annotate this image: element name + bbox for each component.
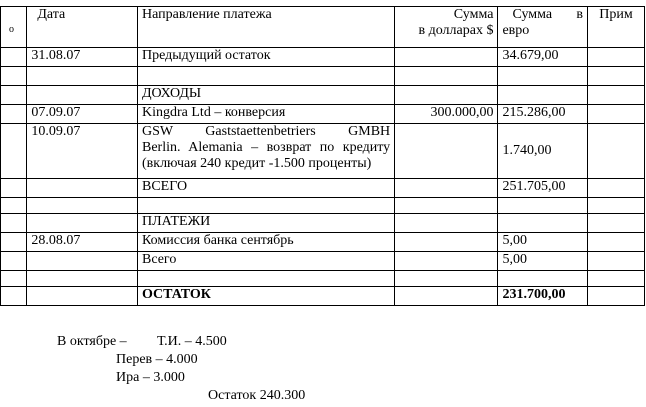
- table-row: [1, 105, 645, 124]
- table-row-empty: [1, 198, 645, 214]
- header-date-label: Дата: [37, 7, 66, 22]
- header-usd-line2: в долларах $: [418, 23, 494, 38]
- row-gsw-desc: [138, 124, 395, 179]
- header-row: [1, 7, 645, 48]
- income-total-eur: 251.705,00: [498, 179, 588, 198]
- header-eur-line1: [502, 7, 583, 23]
- income-section-title: ДОХОДЫ: [138, 86, 395, 105]
- table-row-empty: [1, 271, 645, 287]
- row-kingdra-date: 07.09.07: [27, 105, 138, 124]
- header-eur-line2: евро: [502, 23, 530, 38]
- row-kingdra-desc: Kingdra Ltd – конверсия: [138, 105, 395, 124]
- table-row: [1, 179, 645, 198]
- row-kingdra-usd: 300.000,00: [395, 105, 498, 124]
- header-eur: [498, 7, 588, 48]
- header-eur-word2: в: [576, 7, 584, 22]
- note-perev: Перев – 4.000: [116, 352, 198, 367]
- header-usd-line1: Сумма: [453, 7, 494, 22]
- header-number: о: [1, 7, 27, 48]
- table-row-empty: [1, 67, 645, 86]
- table-row: [1, 48, 645, 67]
- row-gsw-date: 10.09.07: [27, 124, 138, 179]
- table-row: [1, 233, 645, 252]
- balance-label: ОСТАТОК: [138, 287, 395, 306]
- note-remaining: Остаток 240.300: [208, 388, 306, 403]
- row-gsw-desc-line3: (включая 240 кредит -1.500 проценты): [142, 156, 372, 171]
- row-commission-desc: Комиссия банка сентябрь: [138, 233, 395, 252]
- row-gsw-desc-line1: GSW Gaststaettenbetriers GMBH: [142, 124, 391, 139]
- row-commission-date: 28.08.07: [27, 233, 138, 252]
- ledger-table: [0, 6, 645, 306]
- row-gsw-desc-line2: Berlin. Alemania – возврат по кредиту: [142, 140, 391, 155]
- row-gsw-eur: 1.740,00: [498, 124, 588, 179]
- table-row: [1, 124, 645, 179]
- row-commission-eur: 5,00: [498, 233, 588, 252]
- row-prev-date: 31.08.07: [27, 48, 138, 67]
- row-kingdra-eur: 215.286,00: [498, 105, 588, 124]
- table-row: [1, 287, 645, 306]
- payments-section-title: ПЛАТЕЖИ: [138, 214, 395, 233]
- header-direction: Направление платежа: [138, 7, 395, 48]
- table-row: [1, 214, 645, 233]
- row-prev-eur: 34.679,00: [498, 48, 588, 67]
- note-october-label: В октябре –: [57, 334, 127, 349]
- table-row: [1, 86, 645, 105]
- row-prev-desc: Предыдущий остаток: [138, 48, 395, 67]
- header-usd: [395, 7, 498, 48]
- note-ti: Т.И. – 4.500: [157, 334, 227, 349]
- balance-eur: 231.700,00: [498, 287, 588, 306]
- payments-total-label: Всего: [138, 252, 395, 271]
- payments-total-eur: 5,00: [498, 252, 588, 271]
- note-ira: Ира – 3.000: [116, 370, 185, 385]
- income-total-label: ВСЕГО: [138, 179, 395, 198]
- header-note: Прим: [588, 7, 645, 48]
- table-row: [1, 252, 645, 271]
- header-eur-word1: Сумма: [512, 7, 553, 22]
- header-date: [27, 7, 138, 48]
